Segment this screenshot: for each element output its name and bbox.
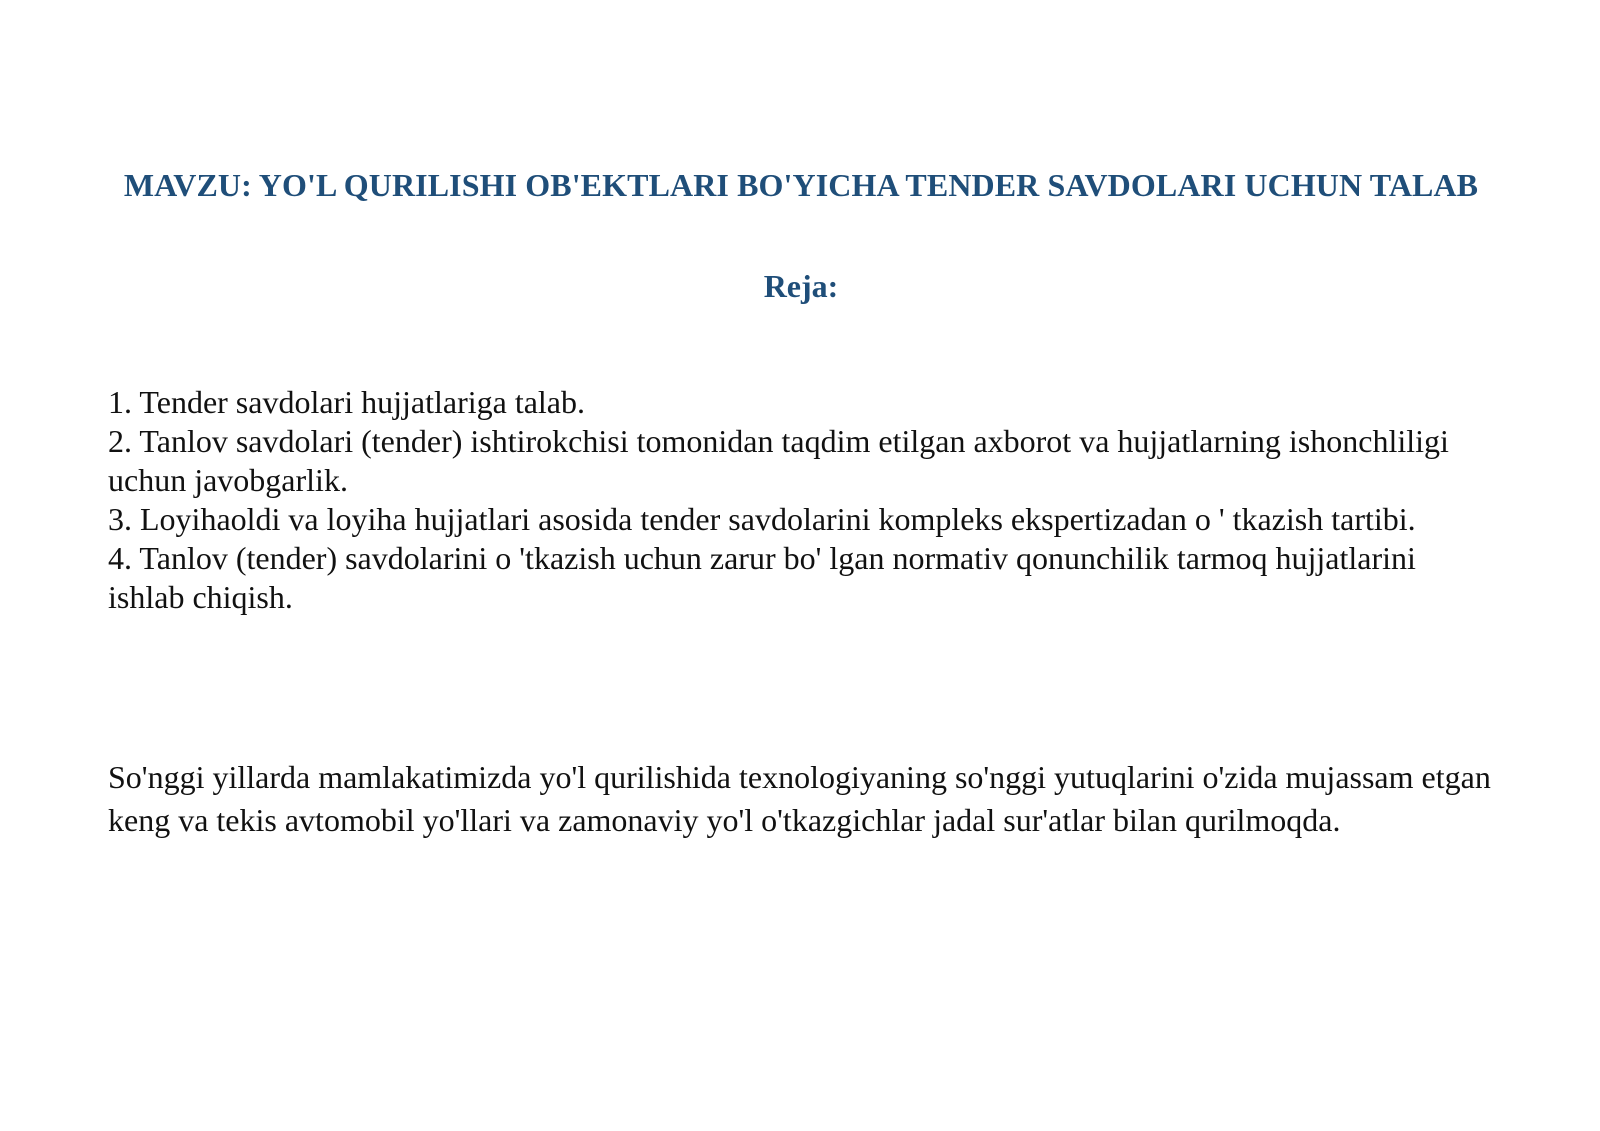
plan-item: 1. Tender savdolari hujjatlariga talab. [108,384,585,420]
plan-item: 4. Tanlov (tender) savdolarini o 'tkazish uchun zarur bo' lgan normativ qonunchilik tarmoq hujjatlarini ishlab chiqish. [108,540,1416,615]
plan-item: 3. Loyihaoldi va loyiha hujjatlari asosida tender savdolarini kompleks ekspertizadan o ' tkazish tartibi. [108,501,1416,537]
plan-item: 2. Tanlov savdolari (tender) ishtirokchisi tomonidan taqdim etilgan axborot va hujjatlarning ishonchliligi uchun javobgarlik. [108,423,1449,498]
body-paragraph: So'nggi yillarda mamlakatimizda yo'l qurilishida texnologiyaning so'nggi yutuqlarini o'zida mujassam etgan keng va tekis avtomobil yo'llari va zamonaviy yo'l o'tkazgichlar jadal sur'atlar bilan qurilmoqda. [108,759,1491,838]
plan-list [108,383,1498,617]
plan-heading: Reja: [763,268,839,304]
document-title: MAVZU: YO'L QURILISHI OB'EKTLARI BO'YICHA TENDER SAVDOLARI UCHUN TALAB [123,167,1479,203]
